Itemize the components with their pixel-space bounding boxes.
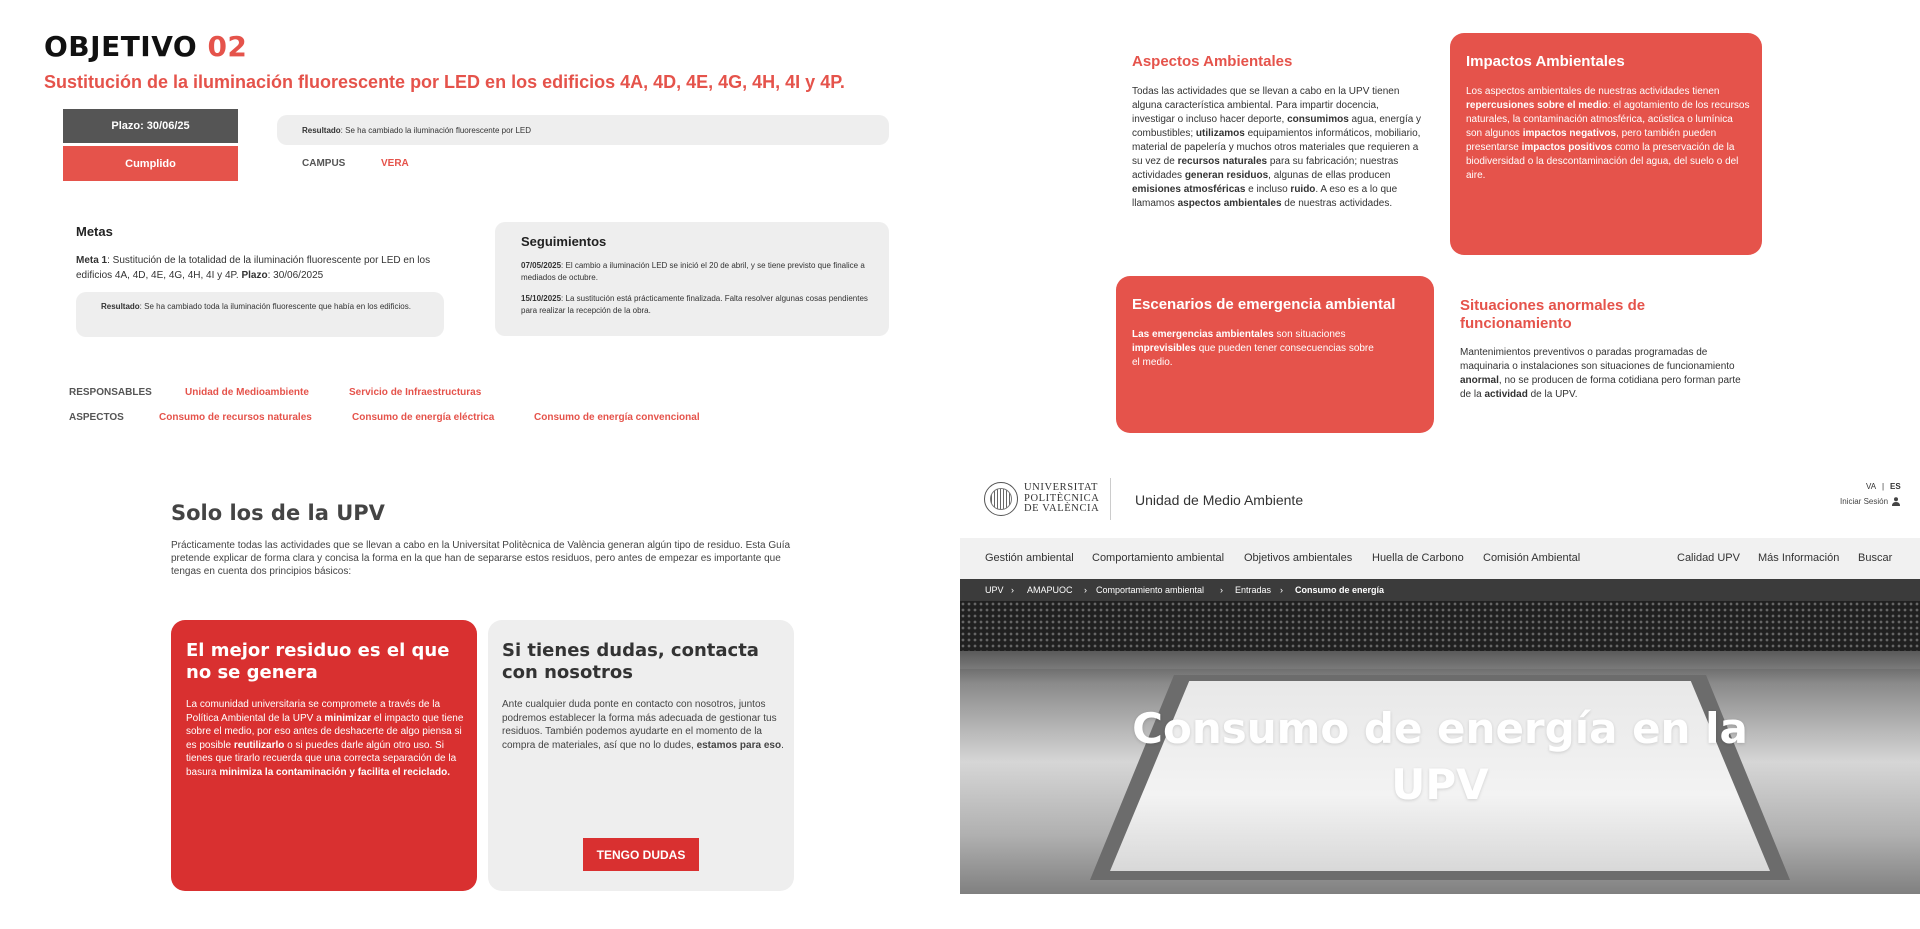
followup-text: : El cambio a iluminación LED se inició el 20 de abril, y se tiene previsto que finalice a mediados de octubre.: [521, 261, 865, 282]
login-link[interactable]: [1840, 497, 1900, 506]
chevron-right-icon: ›: [1011, 585, 1014, 595]
breadcrumb-item[interactable]: Comportamiento ambiental: [1096, 585, 1205, 595]
objective-number: 02: [207, 30, 248, 63]
nav-item-buscar[interactable]: Buscar: [1858, 552, 1893, 564]
result-text: : Se ha cambiado la iluminación fluorescente por LED: [340, 125, 531, 135]
followup-text: : La sustitución está prácticamente finalizada. Falta resolver algunas cosas pendientes para realizar la recepción de la obra.: [521, 294, 868, 315]
nav-item-calidad[interactable]: Calidad UPV: [1677, 552, 1740, 564]
chevron-right-icon: ›: [1084, 585, 1087, 595]
goal-result-text: : Se ha cambiado toda la iluminación fluorescente que había en los edificios.: [139, 302, 411, 311]
waste-title: Solo los de la UPV: [171, 501, 385, 525]
site-unit-title[interactable]: Unidad de Medio Ambiente: [1135, 492, 1304, 508]
hero-beam: [960, 651, 1920, 669]
followup-entry: [521, 260, 871, 284]
breadcrumb-current: Consumo de energía: [1295, 585, 1385, 595]
breadcrumb: [960, 579, 1920, 601]
responsable-link[interactable]: Unidad de Medioambiente: [185, 387, 309, 398]
responsables-label: RESPONSABLES: [69, 387, 152, 398]
nav-item-gestion[interactable]: Gestión ambiental: [985, 552, 1074, 564]
result-box: [277, 115, 889, 145]
goal-label: Meta 1: [76, 255, 108, 266]
goal-deadline-value: : 30/06/2025: [267, 270, 324, 281]
aspectos-label: ASPECTOS: [69, 412, 124, 423]
goal-result-box: [76, 292, 444, 337]
deadline-badge: Plazo: 30/06/25: [63, 109, 238, 143]
status-badge: Cumplido: [63, 146, 238, 181]
nav-item-comportamiento[interactable]: Comportamiento ambiental: [1092, 552, 1225, 564]
lang-es-link[interactable]: ES: [1890, 482, 1901, 491]
goal-text: : Sustitución de la totalidad de la iluminación fluorescente por LED en los edificios 4A, 4D, 4E, 4G, 4H, 4I y 4P.: [76, 255, 431, 281]
waste-intro: Prácticamente todas las actividades que se llevan a cabo en la Universitat Politècnica de València generan algún tipo de residuo. Esta Guía pretende explicar de forma clara y concisa la forma en la que han de separarse estos residuos, pero antes de empezar es importante que tengas en cuenta dos principios básicos:: [171, 540, 791, 577]
goals-heading: Metas: [76, 224, 113, 239]
emergency-heading: Escenarios de emergencia ambiental: [1132, 296, 1396, 313]
aspects-heading: Aspectos Ambientales: [1132, 53, 1293, 70]
impacts-card: [1450, 33, 1762, 255]
principle-card-minimize: [171, 620, 477, 891]
goal-item: [76, 253, 456, 283]
nav-item-huella[interactable]: Huella de Carbono: [1372, 552, 1464, 564]
impacts-text: Los aspectos ambientales de nuestras actividades tienen repercusiones sobre el medio: el agotamiento de los recursos naturales, la contaminación atmosférica, acústica o lumínica son algunos impactos negativos, pero también pueden presentarse impactos positivos como la preservación de la biodiversidad o la descontaminación del agua, del suelo o del aire.: [1466, 86, 1750, 181]
objective-title-prefix: OBJETIVO: [44, 30, 198, 63]
hero-title: Consumo de energía en la UPV: [1132, 704, 1748, 809]
followup-heading: Seguimientos: [521, 234, 607, 249]
objective-subtitle: Sustitución de la iluminación fluorescente por LED en los edificios 4A, 4D, 4E, 4G, 4H, 4I y 4P.: [44, 72, 845, 92]
login-label: Iniciar Sesión: [1840, 497, 1889, 506]
result-label: Resultado: [302, 125, 341, 135]
responsable-link[interactable]: Servicio de Infraestructuras: [349, 387, 482, 398]
upv-seal-icon[interactable]: [984, 482, 1018, 516]
objective-title: [44, 30, 247, 63]
impacts-heading: Impactos Ambientales: [1466, 53, 1625, 70]
nav-item-mas-info[interactable]: Más Información: [1758, 552, 1840, 564]
upv-website: [960, 468, 1920, 894]
followup-date: 15/10/2025: [521, 294, 562, 303]
lang-separator: |: [1882, 482, 1885, 491]
campus-label: CAMPUS: [302, 158, 346, 169]
breadcrumb-item[interactable]: AMAPUOC: [1027, 585, 1073, 595]
nav-item-objetivos[interactable]: Objetivos ambientales: [1244, 552, 1353, 564]
goal-deadline-label: Plazo: [241, 270, 268, 281]
hero-ceiling-grate: [960, 601, 1920, 651]
header-divider: [1110, 478, 1111, 520]
principle-text: Ante cualquier duda ponte en contacto con nosotros, juntos podremos establecer la forma más adecuada de gestionar tus residuos. También podemos ayudarte en el momento de la compra de materiales, así que no lo dudes, estamos para eso.: [502, 699, 784, 751]
aspecto-link[interactable]: Consumo de energía convencional: [534, 412, 700, 423]
contact-button[interactable]: TENGO DUDAS: [583, 838, 699, 871]
aspects-text: Todas las actividades que se llevan a cabo en la UPV tienen alguna característica ambiental. Para impartir docencia, investigar o incluso hacer deporte, consumimos agua, energía y combustibles; utilizamos equipamientos informáticos, mobiliario, material de papelería y muchos otros materiales que requieren a su vez de recursos naturales para su fabricación; nuestras actividades generan residuos, algunas de ellas producen emisiones atmosféricas e incluso ruido. A eso es a lo que llamamos aspectos ambientales de nuestras actividades.: [1132, 86, 1422, 209]
aspecto-link[interactable]: Consumo de recursos naturales: [159, 412, 312, 423]
emergency-text: Las emergencias ambientales son situaciones imprevisibles que pueden tener consecuencias sobre el medio.: [1132, 329, 1374, 368]
breadcrumb-item[interactable]: UPV: [985, 585, 1004, 595]
breadcrumb-item[interactable]: Entradas: [1235, 585, 1272, 595]
abnormal-text: Mantenimientos preventivos o paradas programadas de maquinaria o instalaciones son situaciones de funcionamiento anormal, no se producen de forma cotidiana pero forman parte de la actividad de la UPV.: [1460, 347, 1741, 400]
main-nav: [960, 538, 1920, 579]
principle-heading: El mejor residuo es el que no se genera: [186, 640, 450, 683]
upv-logo-text[interactable]: UNIVERSITAT POLITÈCNICA DE VALÈNCIA: [1024, 482, 1100, 514]
campus-value[interactable]: VERA: [381, 158, 409, 169]
emergency-card: [1116, 276, 1434, 433]
abnormal-heading: Situaciones anormales de funcionamiento: [1460, 297, 1646, 332]
goal-result-label: Resultado: [101, 302, 140, 311]
aspecto-link[interactable]: Consumo de energía eléctrica: [352, 412, 495, 423]
hero-banner: [960, 601, 1920, 894]
user-icon: [1892, 497, 1900, 506]
lang-va-link[interactable]: VA: [1866, 482, 1877, 491]
principle-heading: Si tienes dudas, contacta con nosotros: [502, 640, 759, 683]
chevron-right-icon: ›: [1280, 585, 1283, 595]
followup-date: 07/05/2025: [521, 261, 562, 270]
principle-text: La comunidad universitaria se compromete a través de la Política Ambiental de la UPV a minimizar el impacto que tiene sobre el medio, por eso antes de deshacerte de algo piensa si es posible reutilizarlo o si puedes darle algún otro uso. Si tienes que tirarlo recuerda que una correcta separación de la basura minimiza la contaminación y facilita el reciclado.: [186, 699, 464, 778]
followup-entry: [521, 293, 871, 317]
chevron-right-icon: ›: [1220, 585, 1223, 595]
nav-item-comision[interactable]: Comisión Ambiental: [1483, 552, 1581, 564]
